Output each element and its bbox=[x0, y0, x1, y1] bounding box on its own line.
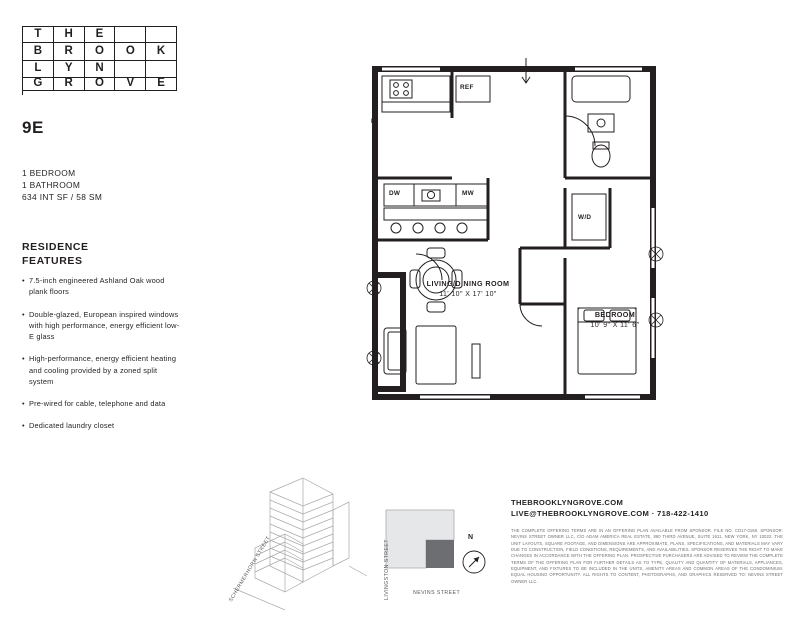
logo-letter: N bbox=[85, 61, 116, 78]
unit-number: 9E bbox=[22, 118, 44, 137]
tag-refrigerator: REF bbox=[460, 84, 474, 91]
legal-disclaimer: THE COMPLETE OFFERING TERMS ARE IN AN OFFERING PLAN AVAILABLE FROM SPONSOR. FILE NO. CD17-0168. SPONSOR: NEVINS STREET OWNER LLC, C/O ADAM AMERICA REAL ESTATE, 860 THIRD AVENUE, SUITE 1611, NEW YORK, NY 10022. THE UNIT LAYOUTS, SQUARE FOOTAGE, AND DIMENSIONS ARE APPROXIMATE. PLANS, SPECIFICATIONS, AND MATERIALS MAY VARY DUE TO CONSTRUCTION, FIELD CONDITIONS, REQUIREMENTS, AND AVAILABILITIES. SPONSOR RESERVES THE RIGHT TO MAKE CHANGES IN ACCORDANCE WITH THE OFFERING PLAN. PROSPECTIVE PURCHASERS ARE ADVISED TO REVIEW THE COMPLETE TERMS OF THE OFFERING PLAN FOR FURTHER DETAILS AS TO TYPE, QUALITY AND QUANTITY OF MATERIALS, APPLIANCES, EQUIPMENT, AND FIXTURES TO BE INCLUDED IN THE UNITS, AMENITY AREAS AND COMMON AREAS OF THE CONDOMINIUM. EQUAL HOUSING OPPORTUNITY. ALL RIGHTS TO CONTENT, PHOTOGRAPHS, AND GRAPHICS RESERVED TO: NEVINS STREET OWNER LLC. bbox=[511, 528, 783, 584]
street-label-nevins: NEVINS STREET bbox=[413, 590, 461, 596]
contact-block bbox=[511, 497, 709, 519]
logo-letter: T bbox=[23, 26, 54, 43]
logo-cell-blank bbox=[146, 61, 177, 78]
website-link[interactable]: THEBROOKLYNGROVE.COM bbox=[511, 498, 624, 507]
street-label-schermerhorn: SCHERMERHORN STREET bbox=[228, 535, 272, 604]
logo-letter: R bbox=[54, 43, 85, 60]
logo-cell-blank bbox=[146, 26, 177, 43]
massing-drawing bbox=[225, 470, 375, 610]
room-name: LIVING/DINING ROOM bbox=[426, 279, 510, 288]
features-heading bbox=[22, 240, 89, 269]
list-item bbox=[22, 398, 182, 409]
bullet-icon: • bbox=[22, 421, 25, 431]
logo-letter: E bbox=[85, 26, 116, 43]
features-list bbox=[22, 275, 182, 443]
logo-letter: V bbox=[115, 78, 146, 91]
features-heading-line1: RESIDENCE bbox=[22, 241, 89, 253]
logo-letter: L bbox=[23, 61, 54, 78]
north-label: N bbox=[468, 534, 474, 541]
street-label-livingston: LIVINGSTON STREET bbox=[384, 539, 390, 600]
tag-washer-dryer: W/D bbox=[578, 214, 592, 221]
room-dims: 10' 9" X 11' 6" bbox=[590, 322, 640, 330]
tag-pantry: P bbox=[371, 118, 376, 125]
logo-letter: E bbox=[146, 78, 177, 91]
bullet-icon: • bbox=[22, 399, 25, 408]
logo-letter: O bbox=[85, 78, 116, 91]
spec-bedrooms: 1 BEDROOM bbox=[22, 168, 76, 178]
tag-microwave: MW bbox=[462, 190, 474, 197]
feature-text: Pre-wired for cable, telephone and data bbox=[29, 399, 166, 408]
spec-bathrooms: 1 BATHROOM bbox=[22, 180, 81, 191]
feature-text: Double-glazed, European inspired windows with high performance, energy efficient low-E glass bbox=[29, 309, 180, 341]
features-heading-line2: FEATURES bbox=[22, 255, 83, 268]
room-name: BEDROOM bbox=[594, 310, 636, 319]
brand-logo bbox=[22, 26, 176, 89]
list-item bbox=[22, 420, 182, 431]
logo-letter: H bbox=[54, 26, 85, 43]
email-phone-link[interactable]: LIVE@THEBROOKLYNGROVE.COM · 718-422-1410 bbox=[511, 509, 709, 518]
feature-text: High-performance, energy efficient heating and cooling provided by a zoned split system bbox=[29, 354, 177, 386]
logo-letter: O bbox=[85, 43, 116, 60]
logo-letter: K bbox=[146, 43, 177, 60]
logo-letter: R bbox=[54, 78, 85, 91]
list-item bbox=[22, 353, 182, 387]
room-label-bedroom bbox=[560, 310, 670, 331]
bullet-icon: • bbox=[22, 354, 25, 364]
spec-area: 634 INT SF / 58 SM bbox=[22, 192, 103, 203]
tag-dishwasher: DW bbox=[389, 190, 401, 197]
feature-text: 7.5-inch engineered Ashland Oak wood plank floors bbox=[29, 276, 165, 297]
room-dims: 11' 10" X 17' 10" bbox=[439, 291, 497, 299]
feature-text: Dedicated laundry closet bbox=[29, 421, 115, 431]
list-item bbox=[22, 275, 182, 298]
logo-letter-grid bbox=[22, 26, 177, 78]
logo-letter-grid-bottom bbox=[22, 78, 177, 95]
building-massing-illustration bbox=[225, 470, 375, 610]
logo-letter: G bbox=[23, 78, 54, 91]
floor-plan-drawing bbox=[360, 58, 670, 416]
bullet-icon: • bbox=[22, 309, 25, 319]
list-item bbox=[22, 309, 182, 343]
north-arrow-icon bbox=[460, 548, 488, 576]
unit-specs bbox=[22, 167, 102, 204]
logo-letter: Y bbox=[54, 61, 85, 78]
room-label-living-dining bbox=[378, 279, 558, 300]
logo-letter: O bbox=[115, 43, 146, 60]
bullet-icon: • bbox=[22, 276, 25, 285]
floor-plan bbox=[360, 58, 670, 416]
logo-letter: B bbox=[23, 43, 54, 60]
logo-cell-blank bbox=[115, 61, 146, 78]
logo-cell-blank bbox=[115, 26, 146, 43]
